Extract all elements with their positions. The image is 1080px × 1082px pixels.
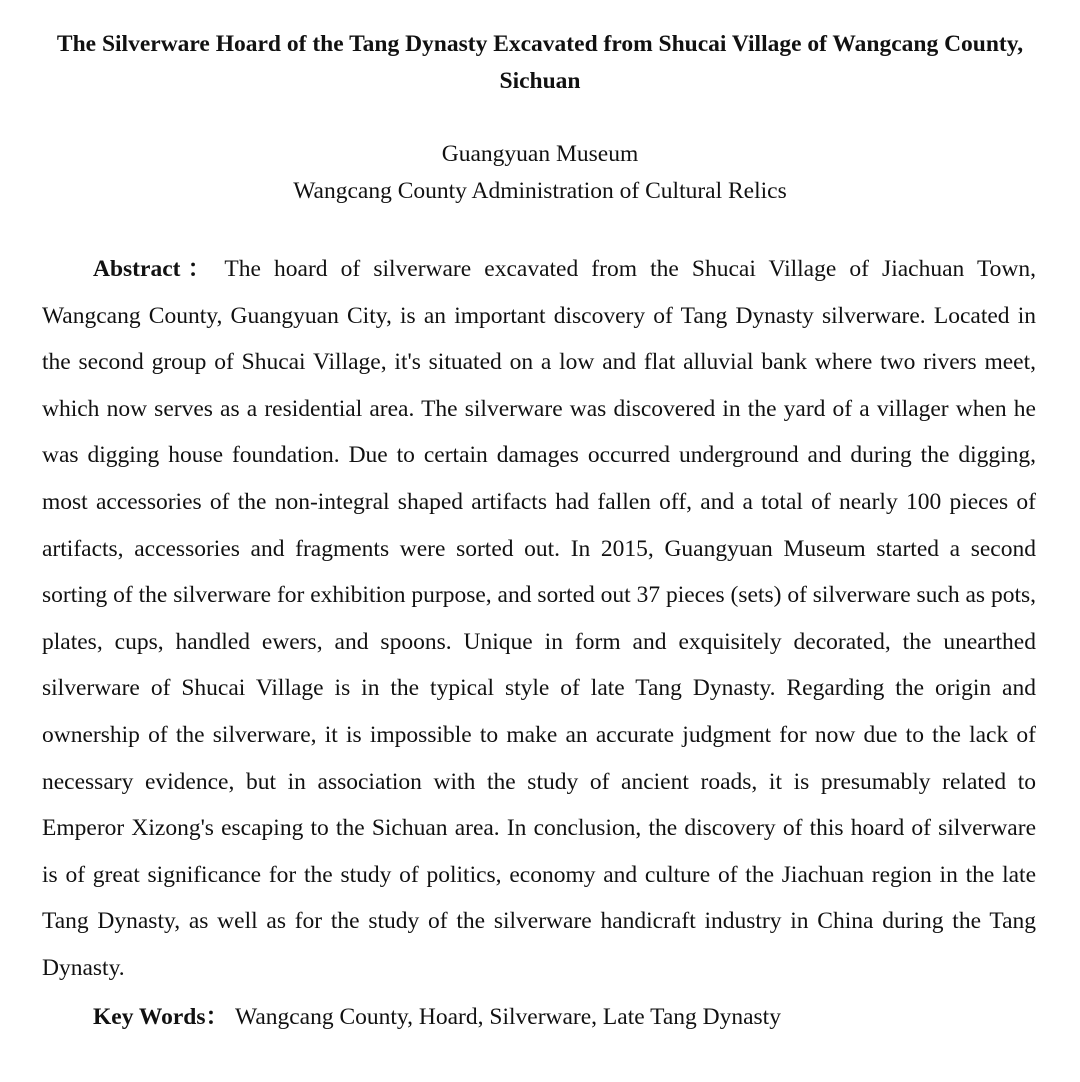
abstract-label: Abstract [93,256,181,282]
author-affiliation-2: Wangcang County Administration of Cultural Relics [293,178,787,204]
keywords-separator: ： [205,1004,230,1030]
paper-title: The Silverware Hoard of the Tang Dynasty Excavated from Shucai Village of Wangcang County, Sichuan [56,31,1024,94]
abstract-separator: ： [180,256,219,282]
keywords-line [93,994,1036,1040]
abstract-text: The hoard of silverware excavated from the Shucai Village of Jiachuan Town, Wangcang County, Guangyuan City, is an important discovery of Tang Dynasty silverware. Located in the second group of Shucai Village, it's situated on a low and flat alluvial bank where two rivers meet, which now serves as a residential area. The silverware was discovered in the yard of a villager when he was digging house foundation. Due to certain damages occurred underground and during the digging, most accessories of the non-integral shaped artifacts had fallen off, and a total of nearly 100 pieces of artifacts, accessories and fragments were sorted out. In 2015, Guangyuan Museum started a second sorting of the silverware for exhibition purpose, and sorted out 37 pieces (sets) of silverware such as pots, plates, cups, handled ewers, and spoons. Unique in form and exquisitely decorated, the unearthed silverware of Shucai Village is in the typical style of late Tang Dynasty. Regarding the origin and ownership of the silverware, it is impossible to make an accurate judgment for now due to the lack of necessary evidence, but in association with the study of ancient roads, it is presumably related to Emperor Xizong's escaping to the Sichuan area. In conclusion, the discovery of this hoard of silverware is of great significance for the study of politics, economy and culture of the Jiachuan region in the late Tang Dynasty, as well as for the study of the silverware handicraft industry in China during the Tang Dynasty. [42,256,1037,981]
author-block [40,136,1040,210]
author-affiliation-1: Guangyuan Museum [441,141,639,167]
keywords-label: Key Words [93,1004,206,1030]
keywords-text: Wangcang County, Hoard, Silverware, Late Tang Dynasty [235,1004,781,1030]
abstract-paragraph [42,246,1036,992]
